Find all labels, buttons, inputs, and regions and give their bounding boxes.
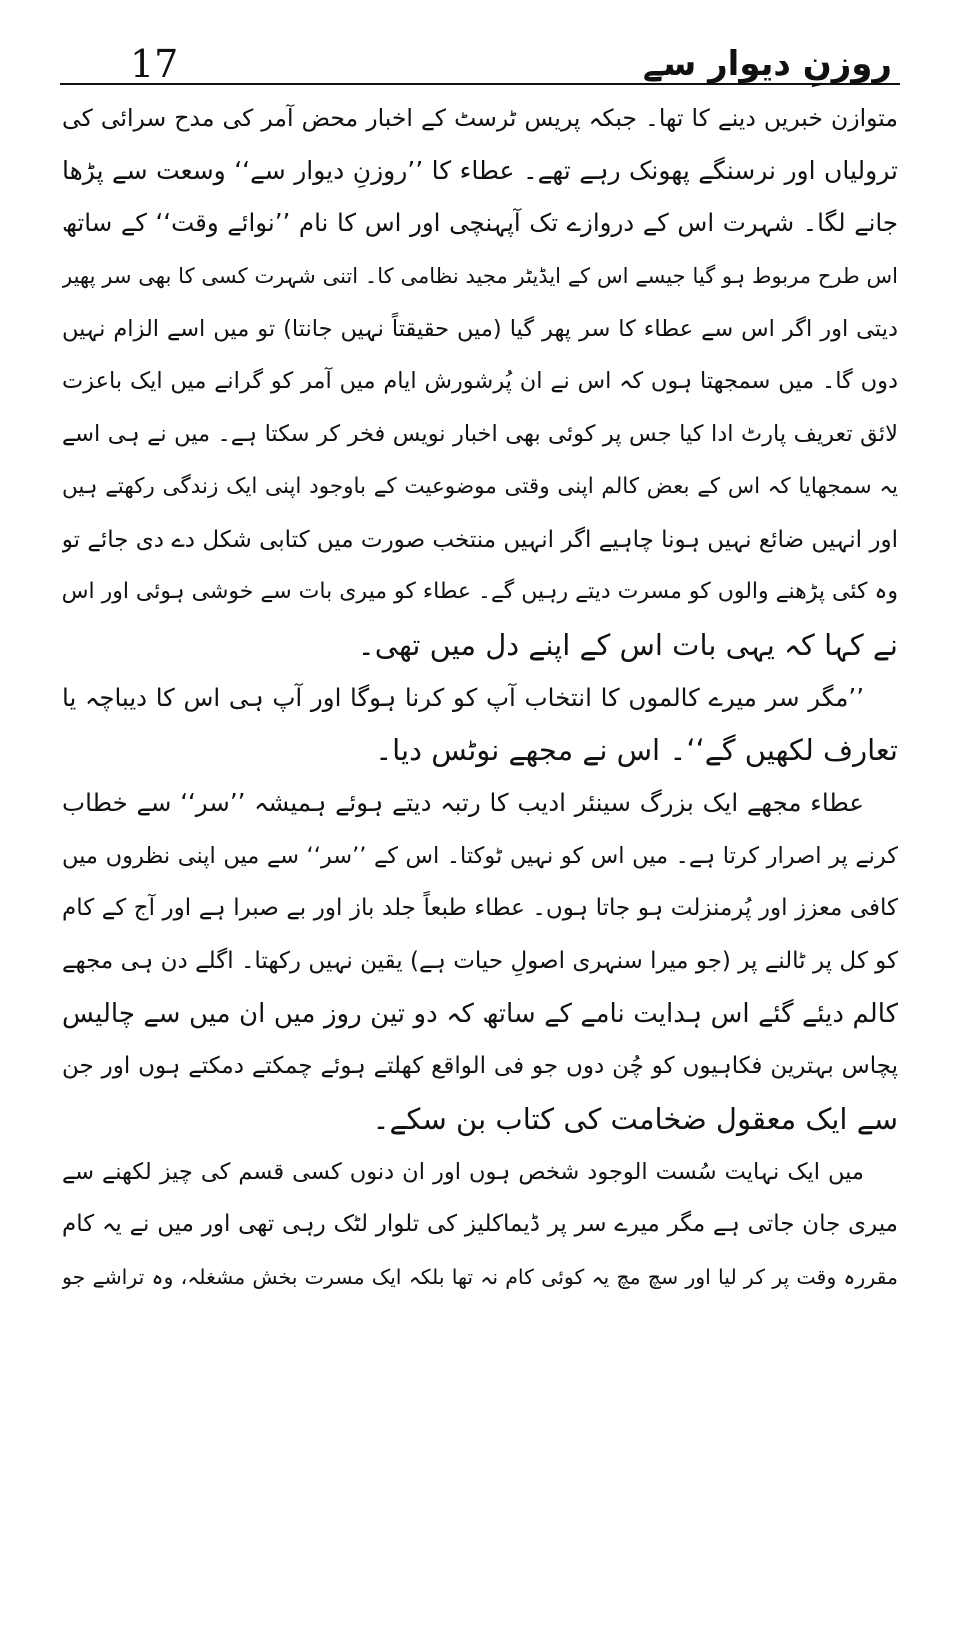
text-line: نے کہا کہ یہی بات اس کے اپنے دل میں تھی۔ (357, 627, 898, 662)
text-line: جانے لگا۔ شہرت اس کے دروازے تک آپہنچی اور اس کا نام ’’نوائے وقت‘‘ کے ساتھ (62, 208, 898, 238)
body-text (62, 92, 898, 1304)
text-line: اور انہیں ضائع نہیں ہونا چاہیے اگر انہیں منتخب صورت میں کتابی شکل دے دی جائے تو (62, 526, 898, 553)
header-rule (60, 83, 900, 85)
text-line: سے ایک معقول ضخامت کی کتاب بن سکے۔ (372, 1102, 898, 1137)
text-line: کو کل پر ٹالنے پر (جو میرا سنہری اصولِ حیات ہے) یقین نہیں رکھتا۔ اگلے دن ہی مجھے (62, 948, 898, 974)
page-header (72, 22, 892, 92)
text-line: پچاس بہترین فکاہیوں کو چُن دوں جو فی الواقع کھلتے ہوئے چمکتے دمکتے ہوں اور جن (62, 1053, 898, 1080)
text-line: میری جان جاتی ہے مگر میرے سر پر ڈیماکلیز کی تلوار لٹک رہی تھی اور میں نے یہ کام (62, 1211, 898, 1238)
text-line: کرنے پر اصرار کرتا ہے۔ میں اس کو نہیں ٹوکتا۔ اس کے ’’سر‘‘ سے میں اپنی نظروں میں (62, 842, 898, 869)
text-line: کالم دیئے گئے اس ہدایت نامے کے ساتھ کہ دو تین روز میں ان میں سے چالیس (62, 998, 898, 1029)
text-line: اس طرح مربوط ہو گیا جیسے اس کے ایڈیٹر مجید نظامی کا۔ اتنی شہرت کسی کا بھی سر پھیر (62, 264, 898, 289)
text-line: ’’مگر سر میرے کالموں کا انتخاب آپ کو کرنا ہوگا اور آپ ہی اس کا دیباچہ یا (62, 682, 864, 712)
text-line: عطاء مجھے ایک بزرگ سینئر ادیب کا رتبہ دیتے ہوئے ہمیشہ ’’سر‘‘ سے خطاب (62, 787, 864, 817)
text-line: وہ کئی پڑھنے والوں کو مسرت دیتے رہیں گے۔ عطاء کو میری بات سے خوشی ہوئی اور اس (62, 579, 898, 605)
running-title: روزنِ دیوار سے (642, 44, 892, 84)
text-line: متوازن خبریں دینے کا تھا۔ جبکہ پریس ٹرسٹ کے اخبار محض آمر کی مدح سرائی کی (62, 104, 898, 132)
text-line: میں ایک نہایت سُست الوجود شخص ہوں اور ان دنوں کسی قسم کی چیز لکھنے سے (62, 1158, 864, 1185)
text-line: لائق تعریف پارٹ ادا کیا جس پر کوئی بھی اخبار نویس فخر کر سکتا ہے۔ میں نے ہی اسے (62, 421, 898, 448)
text-line: دوں گا۔ میں سمجھتا ہوں کہ اس نے ان پُرشورش ایام میں آمر کو گرانے میں ایک باعزت (62, 368, 898, 395)
text-line: کافی معزز اور پُرمنزلت ہو جاتا ہوں۔ عطاء طبعاً جلد باز اور بے صبرا ہے اور آج کے کام (62, 895, 898, 922)
page-number: 17 (130, 42, 179, 86)
text-line: ترولیاں اور نرسنگے پھونک رہے تھے۔ عطاء کا ’’روزنِ دیوار سے‘‘ وسعت سے پڑھا (62, 155, 898, 185)
text-line: تعارف لکھیں گے‘‘۔ اس نے مجھے نوٹس دیا۔ (375, 733, 898, 768)
text-line: یہ سمجھایا کہ اس کے بعض کالم اپنی وقتی موضوعیت کے باوجود اپنی ایک زندگی رکھتے ہیں (62, 473, 898, 499)
text-line: مقررہ وقت پر کر لیا اور سچ مچ یہ کوئی کام نہ تھا بلکہ ایک مسرت بخش مشغلہ، وہ تراشے جو (62, 1265, 898, 1290)
text-line: دیتی اور اگر اس سے عطاء کا سر پھر گیا (میں حقیقتاً نہیں جانتا) تو میں اسے الزام نہیں (62, 315, 898, 342)
